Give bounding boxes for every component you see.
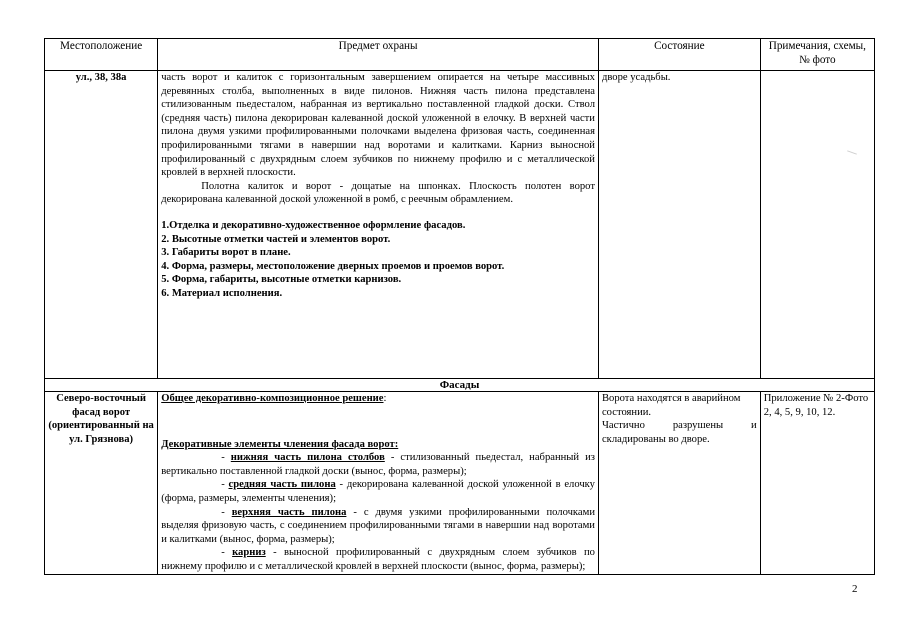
subject-cell [158,71,599,379]
list-item: 3. Габариты ворот в плане. [161,247,291,259]
description-paragraph: Полотна калиток и ворот - дощатые на шпонках. Плоскость полотен ворот декорирована калеванной доской уложенной в ромб, с реечным обрамлением. [161,180,595,206]
table-row [45,71,875,379]
table-row [45,392,875,575]
state-cell: дворе усадьбы. [598,71,760,379]
header-notes: Примечания, схемы, № фото [760,39,874,71]
section-title: Фасады [45,379,875,392]
header-subject: Предмет охраны [158,39,599,71]
description-paragraph: часть ворот и калиток с горизонтальным завершением опирается на четыре массивных деревянных столба, выполненных в виде пилонов. Нижняя часть пилона представлена стилизованным пьедесталом, набранная из вертикально поставленной гладкой доски. Ствол (средняя часть) пилона декорирован калеванной доской уложенной в елочку. В верхней части пилона двумя узкими профилированными полочками выделена фризовая часть, соединенная профилированными тягами в навершии над воротами и калитками. Карниз выносной профилированный с двухрядным слоем зубчиков по нижнему профилю и с металлической кровлей в верхней плоскости. [161,72,595,179]
list-item: 5. Форма, габариты, высотные отметки карнизов. [161,274,402,286]
list-item: - верхняя часть пилона - с двумя узкими профилированными полочками выделяя фризовую часть, с соединением профилированными тягами в навершии над воротами и калитками (вынос, форма, размеры); [161,506,595,545]
list-item: 1.Отделка и декоративно-художественное оформление фасадов. [161,219,466,231]
protection-items-list [161,219,595,301]
list-item: 2. Высотные отметки частей и элементов ворот. [161,233,391,245]
notes-cell: Приложение № 2-Фото 2, 4, 5, 9, 10, 12. [760,392,874,575]
location-cell: ул., 38, 38а [45,71,158,379]
header-state: Состояние [598,39,760,71]
page-number: 2 [852,583,858,595]
elements-subheading: Декоративные элементы членения фасада ворот: [161,438,399,450]
location-cell: Северо-восточный фасад ворот (ориентированный на ул. Грязнова) [45,392,158,575]
list-item: - нижняя часть пилона столбов - стилизованный пьедестал, набранный из вертикально поставленной гладкой доски (вынос, форма, размеры); [161,452,595,477]
table-header-row [45,39,875,71]
list-item: 4. Форма, размеры, местоположение дверных проемов и проемов ворот. [161,260,505,272]
section-row [45,379,875,392]
composition-heading: Общее декоративно-композиционное решение: [161,393,387,404]
protection-table [44,38,875,575]
list-item: - карниз - выносной профилированный с двухрядным слоем зубчиков по нижнему профилю и с металлической кровлей в верхней плоскости (вынос, форма, размеры); [161,547,595,572]
header-location: Местоположение [45,39,158,71]
notes-cell [760,71,874,379]
subject-cell [158,392,599,575]
state-cell: Ворота находятся в аварийном состоянии. Частично разрушены и складированы во дворе. [598,392,760,575]
list-item: - средняя часть пилона - декорирована калеванной доской уложенной в елочку (форма, размеры, элементы членения); [161,479,595,504]
list-item: 6. Материал исполнения. [161,287,283,299]
